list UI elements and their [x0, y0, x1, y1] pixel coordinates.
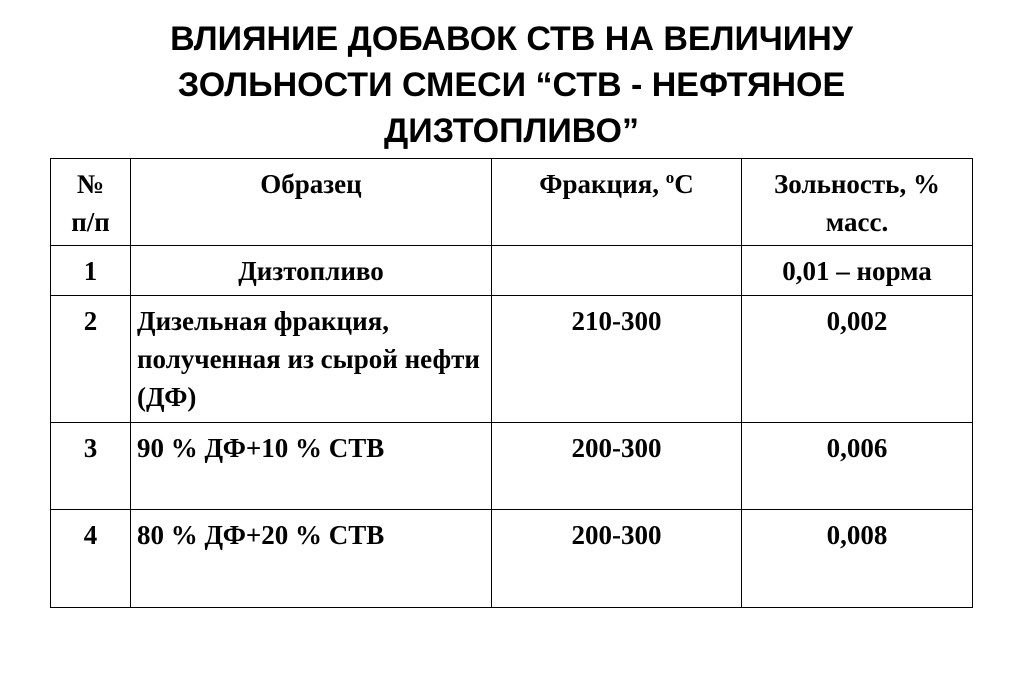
header-fraction-unit: С: [674, 169, 694, 199]
cell-sample: 90 % ДФ+10 % СТВ: [131, 423, 492, 510]
header-number-line1: №: [76, 169, 105, 199]
table-row: [51, 246, 973, 296]
cell-number: 1: [51, 246, 131, 296]
cell-fraction: 200-300: [492, 510, 742, 608]
cell-sample: Дизельная фракция, полученная из сырой нефти (ДФ): [131, 296, 492, 423]
cell-ash: 0,002: [742, 296, 973, 423]
cell-ash: 0,006: [742, 423, 973, 510]
cell-ash: 0,01 – норма: [742, 246, 973, 296]
cell-fraction: [492, 246, 742, 296]
header-fraction-degree: о: [665, 168, 675, 187]
title-line-1: ВЛИЯНИЕ ДОБАВОК СТВ НА ВЕЛИЧИНУ: [170, 20, 853, 58]
title-line-3: ДИЗТОПЛИВО”: [384, 112, 639, 150]
header-fraction: [492, 159, 742, 246]
header-number-line2: п/п: [71, 207, 110, 237]
header-ash: [742, 159, 973, 246]
table-row: [51, 423, 973, 510]
cell-sample: Дизтопливо: [131, 246, 492, 296]
title-line-2: ЗОЛЬНОСТИ СМЕСИ “СТВ - НЕФТЯНОЕ: [177, 66, 846, 104]
page-title: [0, 16, 1023, 154]
header-fraction-label: Фракция,: [539, 169, 666, 199]
table-header-row: [51, 159, 973, 246]
table-row: [51, 296, 973, 423]
header-sample: Образец: [131, 159, 492, 246]
cell-fraction: 210-300: [492, 296, 742, 423]
cell-fraction: 200-300: [492, 423, 742, 510]
ash-content-table: [50, 158, 973, 608]
table-row: [51, 510, 973, 608]
cell-ash: 0,008: [742, 510, 973, 608]
cell-number: 3: [51, 423, 131, 510]
cell-number: 4: [51, 510, 131, 608]
cell-sample: 80 % ДФ+20 % СТВ: [131, 510, 492, 608]
header-number: [51, 159, 131, 246]
cell-number: 2: [51, 296, 131, 423]
header-ash-line2: масс.: [825, 207, 889, 237]
header-ash-line1: Зольность, %: [774, 169, 940, 199]
